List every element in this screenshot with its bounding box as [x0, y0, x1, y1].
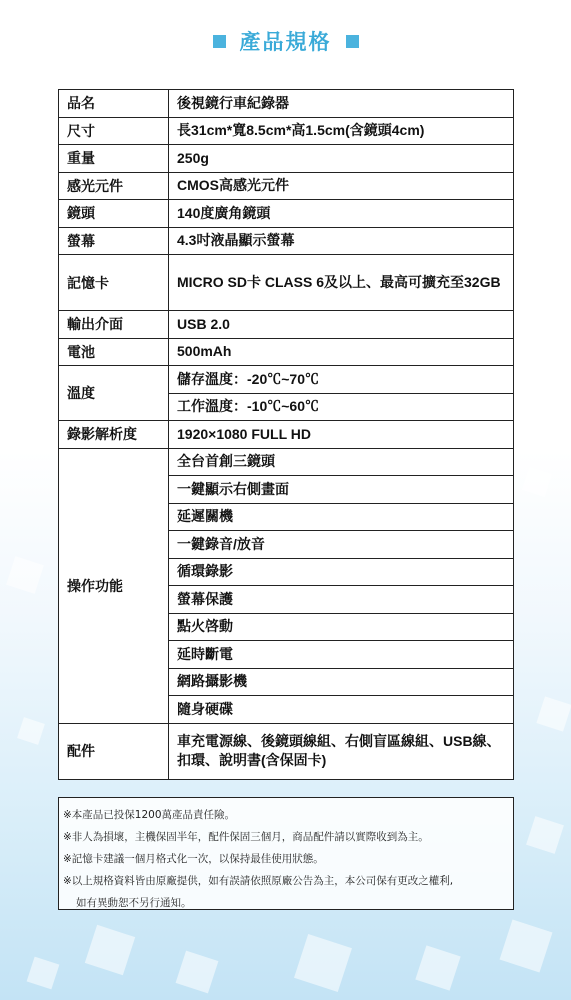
function-item: 一鍵顯示右側畫面: [169, 476, 514, 504]
note-line: ※本產品已投保1200萬產品責任險。: [63, 809, 236, 821]
background-square: [522, 467, 552, 497]
background-square: [85, 925, 135, 975]
background-square: [526, 816, 564, 854]
background-square: [17, 717, 45, 745]
spec-value: 後視鏡行車紀錄器: [169, 90, 514, 118]
note-line: 如有異動恕不另行通知。: [76, 897, 192, 909]
background-square: [536, 696, 571, 731]
function-item: 延時斷電: [169, 641, 514, 669]
spec-row-battery: [59, 338, 514, 366]
spec-label: 溫度: [59, 366, 169, 421]
spec-value: 250g: [169, 145, 514, 173]
spec-row-weight: [59, 145, 514, 173]
spec-row-size: [59, 117, 514, 145]
spec-label: 操作功能: [59, 448, 169, 723]
function-item: 一鍵錄音/放音: [169, 531, 514, 559]
spec-row-sensor: [59, 172, 514, 200]
spec-row-function: [59, 448, 514, 476]
notes-box: [58, 797, 514, 910]
spec-label: 品名: [59, 90, 169, 118]
spec-label: 錄影解析度: [59, 421, 169, 449]
spec-value: MICRO SD卡 CLASS 6及以上、最高可擴充至32GB: [169, 255, 514, 311]
note-line: ※記憶卡建議一個月格式化一次，以保持最佳使用狀態。: [63, 853, 324, 865]
note-line: ※非人為損壞，主機保固半年，配件保固三個月，商品配件請以實際收到為主。: [63, 831, 429, 843]
background-square: [176, 951, 219, 994]
function-item: 全台首創三鏡頭: [169, 448, 514, 476]
spec-label: 尺寸: [59, 117, 169, 145]
function-item: 點火啓動: [169, 613, 514, 641]
spec-value: 工作溫度：-10℃~60℃: [169, 393, 514, 421]
spec-value: 500mAh: [169, 338, 514, 366]
spec-row-resolution: [59, 421, 514, 449]
background-square: [415, 945, 460, 990]
spec-value: 儲存溫度：-20℃~70℃: [169, 366, 514, 394]
spec-label: 記憶卡: [59, 255, 169, 311]
spec-value: CMOS高感光元件: [169, 172, 514, 200]
spec-label: 輸出介面: [59, 311, 169, 339]
spec-label: 感光元件: [59, 172, 169, 200]
spec-row-temperature: [59, 366, 514, 394]
spec-row-output: [59, 311, 514, 339]
page-title: 產品規格: [239, 30, 332, 54]
spec-table: [58, 89, 514, 780]
spec-value: 車充電源線、後鏡頭線組、右側盲區線組、USB線、扣環、說明書(含保固卡): [169, 723, 514, 779]
spec-label: 螢幕: [59, 227, 169, 255]
spec-value: 4.3吋液晶顯示螢幕: [169, 227, 514, 255]
function-item: 螢幕保護: [169, 586, 514, 614]
square-icon: [213, 35, 226, 48]
spec-value: USB 2.0: [169, 311, 514, 339]
square-icon: [346, 35, 359, 48]
spec-value: 長31cm*寬8.5cm*高1.5cm(含鏡頭4cm): [169, 117, 514, 145]
spec-label: 鏡頭: [59, 200, 169, 228]
note-line: ※以上規格資料皆由原廠提供，如有誤請依照原廠公告為主，本公司保有更改之權利,: [63, 875, 454, 887]
background-square: [294, 934, 352, 992]
spec-label: 重量: [59, 145, 169, 173]
spec-label: 電池: [59, 338, 169, 366]
function-item: 網路攝影機: [169, 668, 514, 696]
function-item: 循環錄影: [169, 558, 514, 586]
title-bar: [0, 26, 571, 56]
spec-label: 配件: [59, 723, 169, 779]
spec-row-lens: [59, 200, 514, 228]
spec-row-accessories: [59, 723, 514, 779]
spec-value: 140度廣角鏡頭: [169, 200, 514, 228]
spec-row-screen: [59, 227, 514, 255]
function-item: 隨身硬碟: [169, 696, 514, 724]
spec-value: 1920×1080 FULL HD: [169, 421, 514, 449]
background-square: [27, 957, 60, 990]
spec-row-name: [59, 90, 514, 118]
background-square: [500, 920, 553, 973]
function-item: 延遲關機: [169, 503, 514, 531]
background-square: [6, 556, 44, 594]
spec-row-card: [59, 255, 514, 311]
